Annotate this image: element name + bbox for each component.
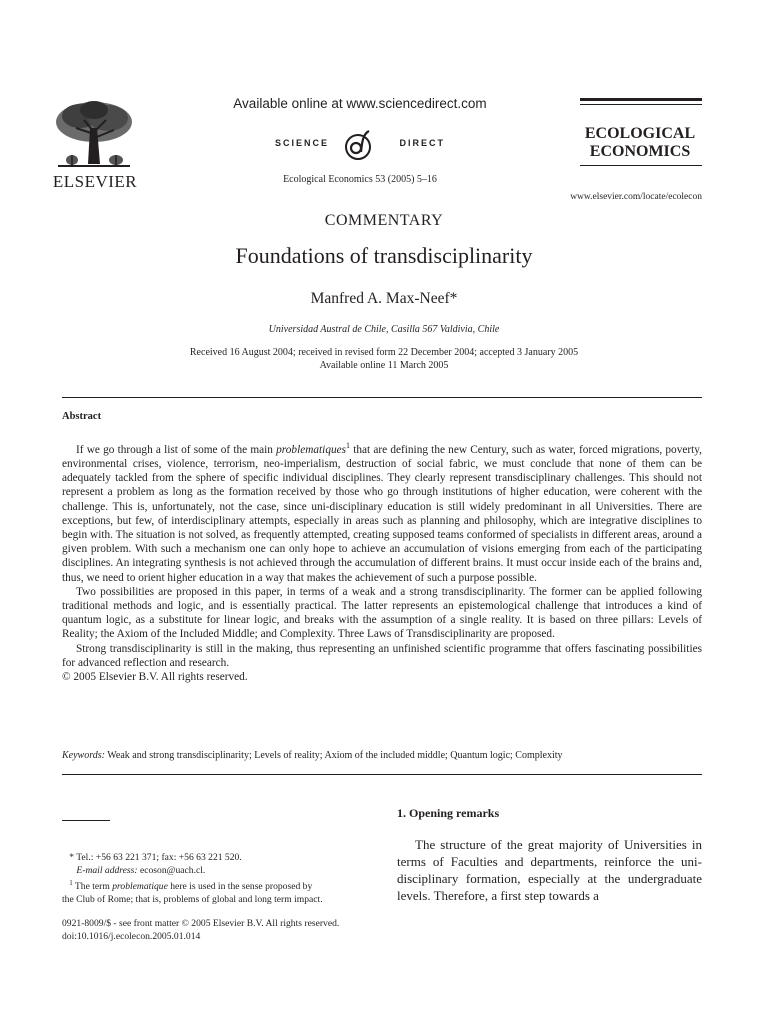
journal-rule-thick bbox=[580, 98, 702, 101]
abstract-paragraph-3: Strong transdisciplinarity is still in the making, thus representing an unfinished scientific programme that offers fascinating possibilities for advanced reflection and research. bbox=[62, 642, 702, 669]
front-matter bbox=[62, 917, 392, 943]
keywords-text: Weak and strong transdisciplinarity; Levels of reality; Axiom of the included middle; Quantum logic; Complexity bbox=[104, 750, 563, 761]
abstract-p1-start: If we go through a list of some of the main bbox=[76, 443, 277, 456]
body-paragraph: The structure of the great majority of Universities in terms of Faculties and departments, reinforce the uni-disciplinary formation, especially at the undergraduate levels. Therefore, a first step towards a bbox=[397, 837, 702, 903]
footnote-1-term: problematique bbox=[112, 881, 168, 893]
available-online-text: Available online at www.sciencedirect.com bbox=[233, 96, 487, 111]
footnote-1 bbox=[62, 877, 374, 893]
author-affiliation: Universidad Austral de Chile, Casilla 567 Valdivia, Chile bbox=[268, 324, 500, 335]
author-name: Manfred A. Max-Neef* bbox=[310, 290, 458, 307]
keywords bbox=[62, 750, 702, 761]
abstract-paragraph-2: Two possibilities are proposed in this paper, in terms of a weak and a strong transdisciplinarity. The former can be applied following traditional methods and logic, and is essentially practical. The latter represents an epistemological challenge that introduces a kind of quantum logic, as a substitute for linear logic, and breaks with the assumption of a single reality. It is based on three pillars: Levels of Reality; the Axiom of the Included Middle; and Complexity. Three Laws of Transdisciplinarity are proposed. bbox=[62, 585, 702, 641]
abstract-paragraph-1 bbox=[62, 439, 702, 585]
contact-phone-fax: Tel.: +56 63 221 371; fax: +56 63 221 520. bbox=[74, 852, 242, 863]
footnotes bbox=[62, 851, 374, 906]
footnote-contact bbox=[62, 851, 374, 864]
journal-url-link[interactable]: www.elsevier.com/locate/ecolecon bbox=[570, 192, 702, 202]
paper-title: Foundations of transdisciplinarity bbox=[235, 243, 533, 268]
keywords-label: Keywords: bbox=[62, 750, 105, 761]
footnote-email bbox=[62, 864, 374, 877]
footnote-1-rest: here is used in the sense proposed by bbox=[167, 881, 313, 893]
footnote-1-mark: 1 bbox=[69, 879, 73, 887]
abstract-rule-bottom bbox=[62, 774, 702, 775]
abstract-copyright: © 2005 Elsevier B.V. All rights reserved. bbox=[62, 671, 248, 684]
article-history bbox=[0, 346, 768, 372]
available-online-date: Available online 11 March 2005 bbox=[319, 360, 449, 371]
journal-title-line2: ECONOMICS bbox=[589, 143, 691, 160]
abstract-heading: Abstract bbox=[62, 411, 102, 422]
journal-title bbox=[565, 125, 715, 161]
footnote-rule bbox=[62, 820, 110, 821]
section-type: COMMENTARY bbox=[324, 212, 444, 229]
issn-copyright: 0921-8009/$ - see front matter © 2005 Elsevier B.V. All rights reserved. bbox=[62, 918, 340, 929]
footnote-ref-1[interactable]: 1 bbox=[346, 441, 351, 450]
publisher-logo bbox=[50, 98, 140, 192]
section-heading: 1. Opening remarks bbox=[397, 806, 500, 820]
abstract-p1-rest: that are defining the new Century, such as water, forced migrations, poverty, environmental crises, violence, terrorism, neo-imperialism, destruction of social fabric, we must conclude that none of them can be adequately tackled from the sphere of specific individual disciplines. They clearly represent transdisciplinary challenges. This should not represent a problem as long as the formation received by those who go through institutions of higher education, were coherent with the challenge. This is, unfortunately, not the case, since uni-disciplinary education is still widely predominant in all Universities. There are exceptions, but few, of interdisciplinary attempts, especially in areas such as planning and philosophy, which are integrative disciplines to begin with. The situation is not solved, as frequently attempted, creating supposed teams conformed of specialists in different areas, around a given problem. With such a mechanism one can only hope to achieve an accumulation of visions emerging from each of the participating disciplines. An integrating synthesis is not achieved through the accumulation of different brains. It must occur inside each of the brains and, thus, we need to orient higher education in a way that makes the achievement of such a purpose possible. bbox=[62, 443, 703, 584]
journal-citation: Ecological Economics 53 (2005) 5–16 bbox=[283, 174, 437, 185]
sciencedirect-right-word: DIRECT bbox=[399, 138, 445, 148]
journal-title-line1: ECOLOGICAL bbox=[584, 125, 696, 142]
footnote-1-start: The term bbox=[72, 881, 113, 893]
elsevier-tree-icon bbox=[50, 98, 138, 174]
abstract-rule-top bbox=[62, 397, 702, 398]
sciencedirect-logo bbox=[275, 128, 445, 162]
footnote-star-mark: * bbox=[69, 852, 74, 863]
email-label: E-mail address: bbox=[76, 865, 138, 876]
journal-rule-bottom bbox=[580, 165, 702, 166]
sciencedirect-d-icon bbox=[341, 128, 375, 162]
publisher-name: ELSEVIER bbox=[52, 172, 138, 191]
journal-rule-thin bbox=[580, 104, 702, 105]
abstract-p1-term: problematiques bbox=[276, 443, 347, 456]
received-dates: Received 16 August 2004; received in revised form 22 December 2004; accepted 3 January 2005 bbox=[189, 347, 579, 358]
doi-link[interactable]: doi:10.1016/j.ecolecon.2005.01.014 bbox=[62, 931, 201, 942]
footnote-1-line2: the Club of Rome; that is, problems of global and long term impact. bbox=[62, 894, 323, 906]
sciencedirect-left-word: SCIENCE bbox=[275, 138, 330, 148]
email-address-link[interactable]: ecoson@uach.cl. bbox=[137, 865, 206, 876]
abstract-body bbox=[62, 439, 702, 684]
